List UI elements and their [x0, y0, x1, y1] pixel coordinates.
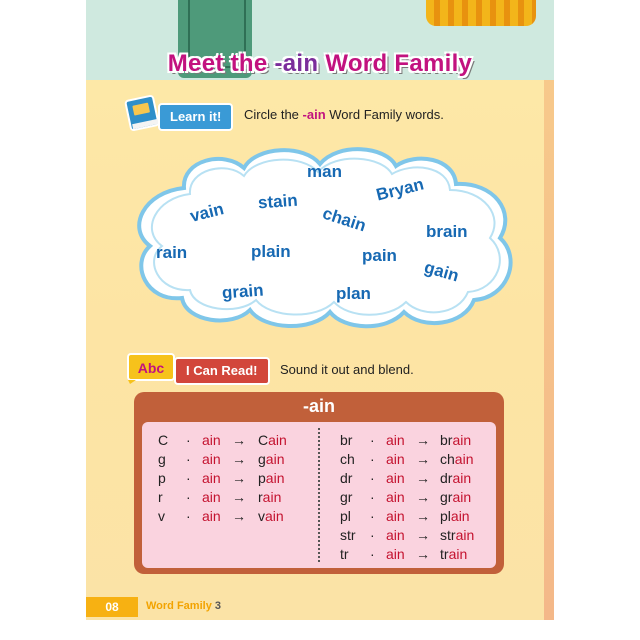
title-prefix: Meet the: [167, 50, 275, 77]
blend-table: [134, 392, 504, 574]
abc-icon: [126, 352, 178, 384]
basket-illustration: [426, 0, 536, 26]
page-title: [86, 50, 554, 78]
page-edge: [544, 80, 554, 620]
title-suffix: Word Family: [318, 50, 473, 77]
read-instruction: Sound it out and blend.: [280, 362, 414, 377]
cloud-word-vain[interactable]: vain: [188, 199, 226, 226]
table-heading: -ain: [302, 396, 335, 416]
abc-icon-text: Abc: [137, 360, 165, 376]
cloud-word-plain[interactable]: plain: [251, 242, 291, 261]
learn-it-badge: Learn it!: [158, 103, 233, 131]
cloud-word-man[interactable]: man: [307, 162, 342, 181]
cloud-word-rain[interactable]: rain: [156, 243, 188, 262]
table-body: C · ain → Cain g · ain → gain p · ain → pain r · ain → rain v · ain → vain br · ain → brain ch · ain → chain dr · ain → drain gr · ain → grain pl · ain → plain str · ain → strain tr · ain → train: [142, 422, 496, 568]
i-can-read-badge: I Can Read!: [174, 357, 270, 385]
cloud-word-brain[interactable]: brain: [426, 222, 468, 241]
cloud-word-chain[interactable]: chain: [320, 203, 369, 236]
cloud-word-gain[interactable]: gain: [422, 257, 462, 286]
workbook-page: [86, 0, 554, 620]
footer-label: Word Family 3: [146, 600, 221, 612]
learn-instruction: Circle the -ain Word Family words.: [244, 107, 444, 122]
cloud-word-plan[interactable]: plan: [336, 284, 371, 303]
column-divider: [318, 428, 320, 562]
cloud-word-grain[interactable]: grain: [221, 280, 265, 303]
cloud-word-bryan[interactable]: Bryan: [374, 174, 426, 205]
cloud-word-pain[interactable]: pain: [362, 246, 397, 265]
page-number: 08: [86, 597, 138, 617]
cloud-word-stain[interactable]: stain: [257, 190, 299, 213]
title-accent: -ain: [274, 50, 319, 77]
